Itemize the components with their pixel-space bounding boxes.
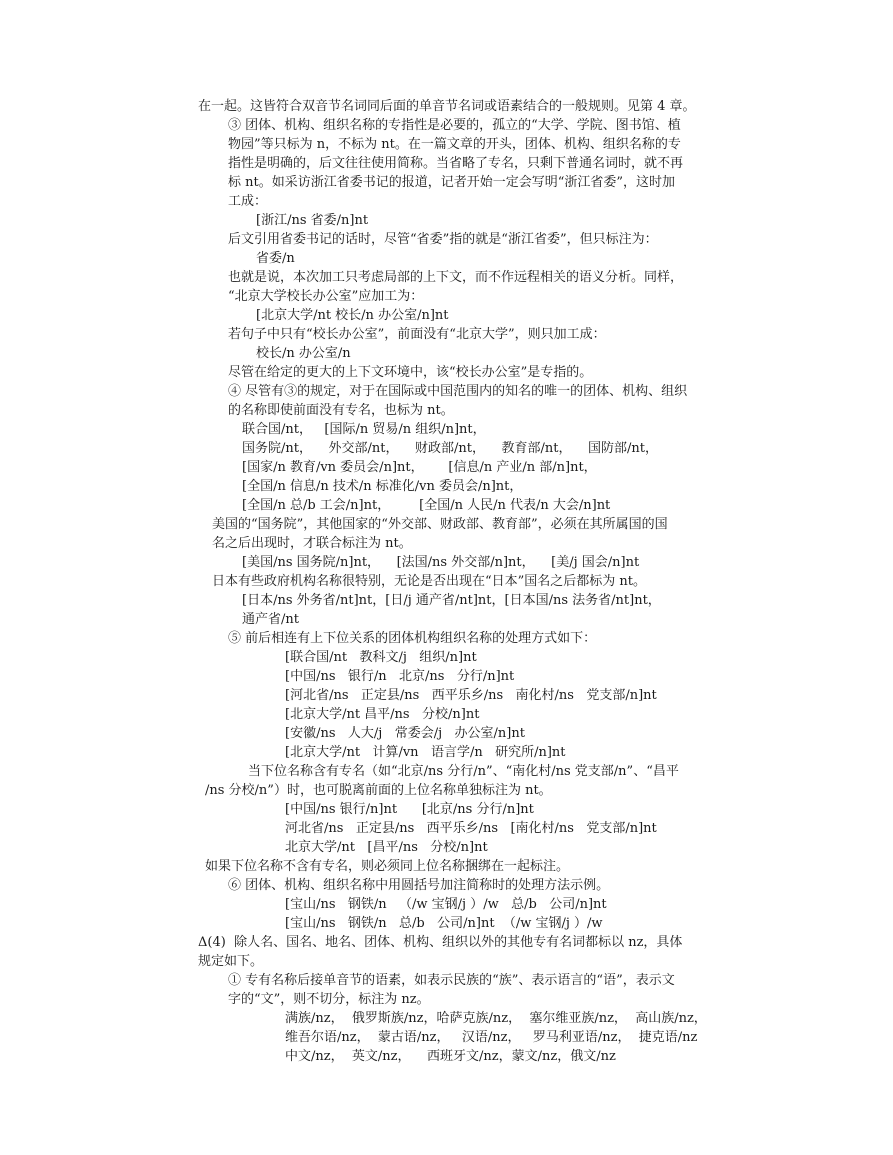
text-line: [全国/n 信息/n 技术/n 标准化/vn 委员会/n]nt， xyxy=(242,479,523,494)
text-line: 尽管在给定的更大的上下文环境中，该“校长办公室”是专指的。 xyxy=(228,365,593,380)
text-line: 国务院/nt， 外交部/nt， 财政部/nt， 教育部/nt， 国防部/nt， xyxy=(242,441,659,456)
text-line: [日本/ns 外务省/nt]nt，[日/j 通产省/nt]nt，[日本国/ns 法务省/nt]nt， xyxy=(242,593,661,608)
text-line: 满族/nz， 俄罗斯族/nz，哈萨克族/nz， 塞尔维亚族/nz， 高山族/nz， xyxy=(285,1011,707,1026)
text-line: 中文/nz， 英文/nz， 西班牙文/nz，蒙文/nz，俄文/nz xyxy=(285,1049,616,1064)
text-line: 规定如下。 xyxy=(198,954,264,969)
text-line: ⑤ 前后相连有上下位关系的团体机构组织名称的处理方式如下： xyxy=(228,631,597,646)
text-line: 维吾尔语/nz， 蒙古语/nz， 汉语/nz， 罗马利亚语/nz， 捷克语/nz xyxy=(285,1030,698,1045)
text-line: 物园”等只标为 n，不标为 nt。在一篇文章的开头，团体、机构、组织名称的专 xyxy=(228,137,681,152)
text-line: ⑥ 团体、机构、组织名称中用圆括号加注简称时的处理方法示例。 xyxy=(228,878,610,893)
text-line: Δ(4) 除人名、国名、地名、团体、机构、组织以外的其他专有名词都标以 nz，具体 xyxy=(198,935,683,950)
text-line: 美国的“国务院”，其他国家的“外交部、财政部、教育部”，必须在其所属国的国 xyxy=(212,517,668,532)
text-line: 河北省/ns 正定县/ns 西平乐乡/ns [南化村/ns 党支部/n]nt xyxy=(285,821,657,836)
text-line: 联合国/nt， [国际/n 贸易/n 组织/n]nt， xyxy=(242,422,486,437)
text-line: 标 nt。如采访浙江省委书记的报道，记者开始一定会写明“浙江省委”，这时加 xyxy=(228,175,676,190)
text-line: [北京大学/nt 校长/n 办公室/n]nt xyxy=(256,308,449,323)
text-line: 后文引用省委书记的话时，尽管“省委”指的就是“浙江省委”，但只标注为： xyxy=(228,232,658,247)
text-line: [美国/ns 国务院/n]nt， [法国/ns 外交部/n]nt， [美/j 国会/n]nt xyxy=(242,555,640,570)
text-line: [北京大学/nt 计算/vn 语言学/n 研究所/n]nt xyxy=(285,745,566,760)
text-line: 的名称即使前面没有专名，也标为 nt。 xyxy=(228,403,454,418)
text-line: ① 专有名称后接单音节的语素，如表示民族的“族”、表示语言的“语”，表示文 xyxy=(228,973,675,988)
text-line: 当下位名称含有专名（如“北京/ns 分行/n”、“南化村/ns 党支部/n”、“昌平 xyxy=(248,764,679,779)
text-line: 若句子中只有“校长办公室”，前面没有“北京大学”，则只加工成： xyxy=(228,327,606,342)
text-line: [宝山/ns 钢铁/n （/w 宝钢/j ）/w 总/b 公司/n]nt xyxy=(285,897,607,912)
text-line: 工成： xyxy=(228,194,268,209)
text-line: 也就是说，本次加工只考虑局部的上下文，而不作远程相关的语义分析。同样， xyxy=(228,270,684,285)
text-line: /ns 分校/n”）时，也可脱离前面的上位名称单独标注为 nt。 xyxy=(205,783,552,798)
text-line: [北京大学/nt 昌平/ns 分校/n]nt xyxy=(285,707,480,722)
text-line: [中国/ns 银行/n 北京/ns 分行/n]nt xyxy=(285,669,515,684)
text-line: [国家/n 教育/vn 委员会/n]nt， [信息/n 产业/n 部/n]nt， xyxy=(242,460,597,475)
text-line: 校长/n 办公室/n xyxy=(256,346,351,361)
text-line: ③ 团体、机构、组织名称的专指性是必要的，孤立的“大学、学院、图书馆、植 xyxy=(228,118,681,133)
text-line: 通产省/nt xyxy=(242,612,299,627)
text-line: 名之后出现时，才联合标注为 nt。 xyxy=(212,536,412,551)
text-line: [浙江/ns 省委/n]nt xyxy=(256,213,369,228)
text-line: 如果下位名称不含有专名，则必须同上位名称捆绑在一起标注。 xyxy=(205,859,570,874)
text-line: [河北省/ns 正定县/ns 西平乐乡/ns 南化村/ns 党支部/n]nt xyxy=(285,688,657,703)
text-line: 日本有些政府机构名称很特别，无论是否出现在“日本”国名之后都标为 nt。 xyxy=(212,574,647,589)
text-line: 在一起。这皆符合双音节名词同后面的单音节名词或语素结合的一般规则。见第 4 章。 xyxy=(198,99,696,114)
text-line: [安徽/ns 人大/j 常委会/j 办公室/n]nt xyxy=(285,726,525,741)
text-line: “北京大学校长办公室”应加工为： xyxy=(228,289,424,304)
text-line: 省委/n xyxy=(256,251,295,266)
text-line: [联合国/nt 教科文/j 组织/n]nt xyxy=(285,650,477,665)
text-line: 北京大学/nt [昌平/ns 分校/n]nt xyxy=(285,840,488,855)
text-line: [中国/ns 银行/n]nt [北京/ns 分行/n]nt xyxy=(285,802,534,817)
text-line: 指性是明确的，后文往往使用简称。当省略了专名，只剩下普通名词时，就不再 xyxy=(228,156,684,171)
text-line: 字的“文”，则不切分，标注为 nz。 xyxy=(228,992,430,1007)
text-line: ④ 尽管有③的规定，对于在国际或中国范围内的知名的唯一的团体、机构、组织 xyxy=(228,384,688,399)
text-line: [宝山/ns 钢铁/n 总/b 公司/n]nt （/w 宝钢/j ）/w xyxy=(285,916,603,931)
text-line: [全国/n 总/b 工会/n]nt， [全国/n 人民/n 代表/n 大会/n]nt xyxy=(242,498,611,513)
